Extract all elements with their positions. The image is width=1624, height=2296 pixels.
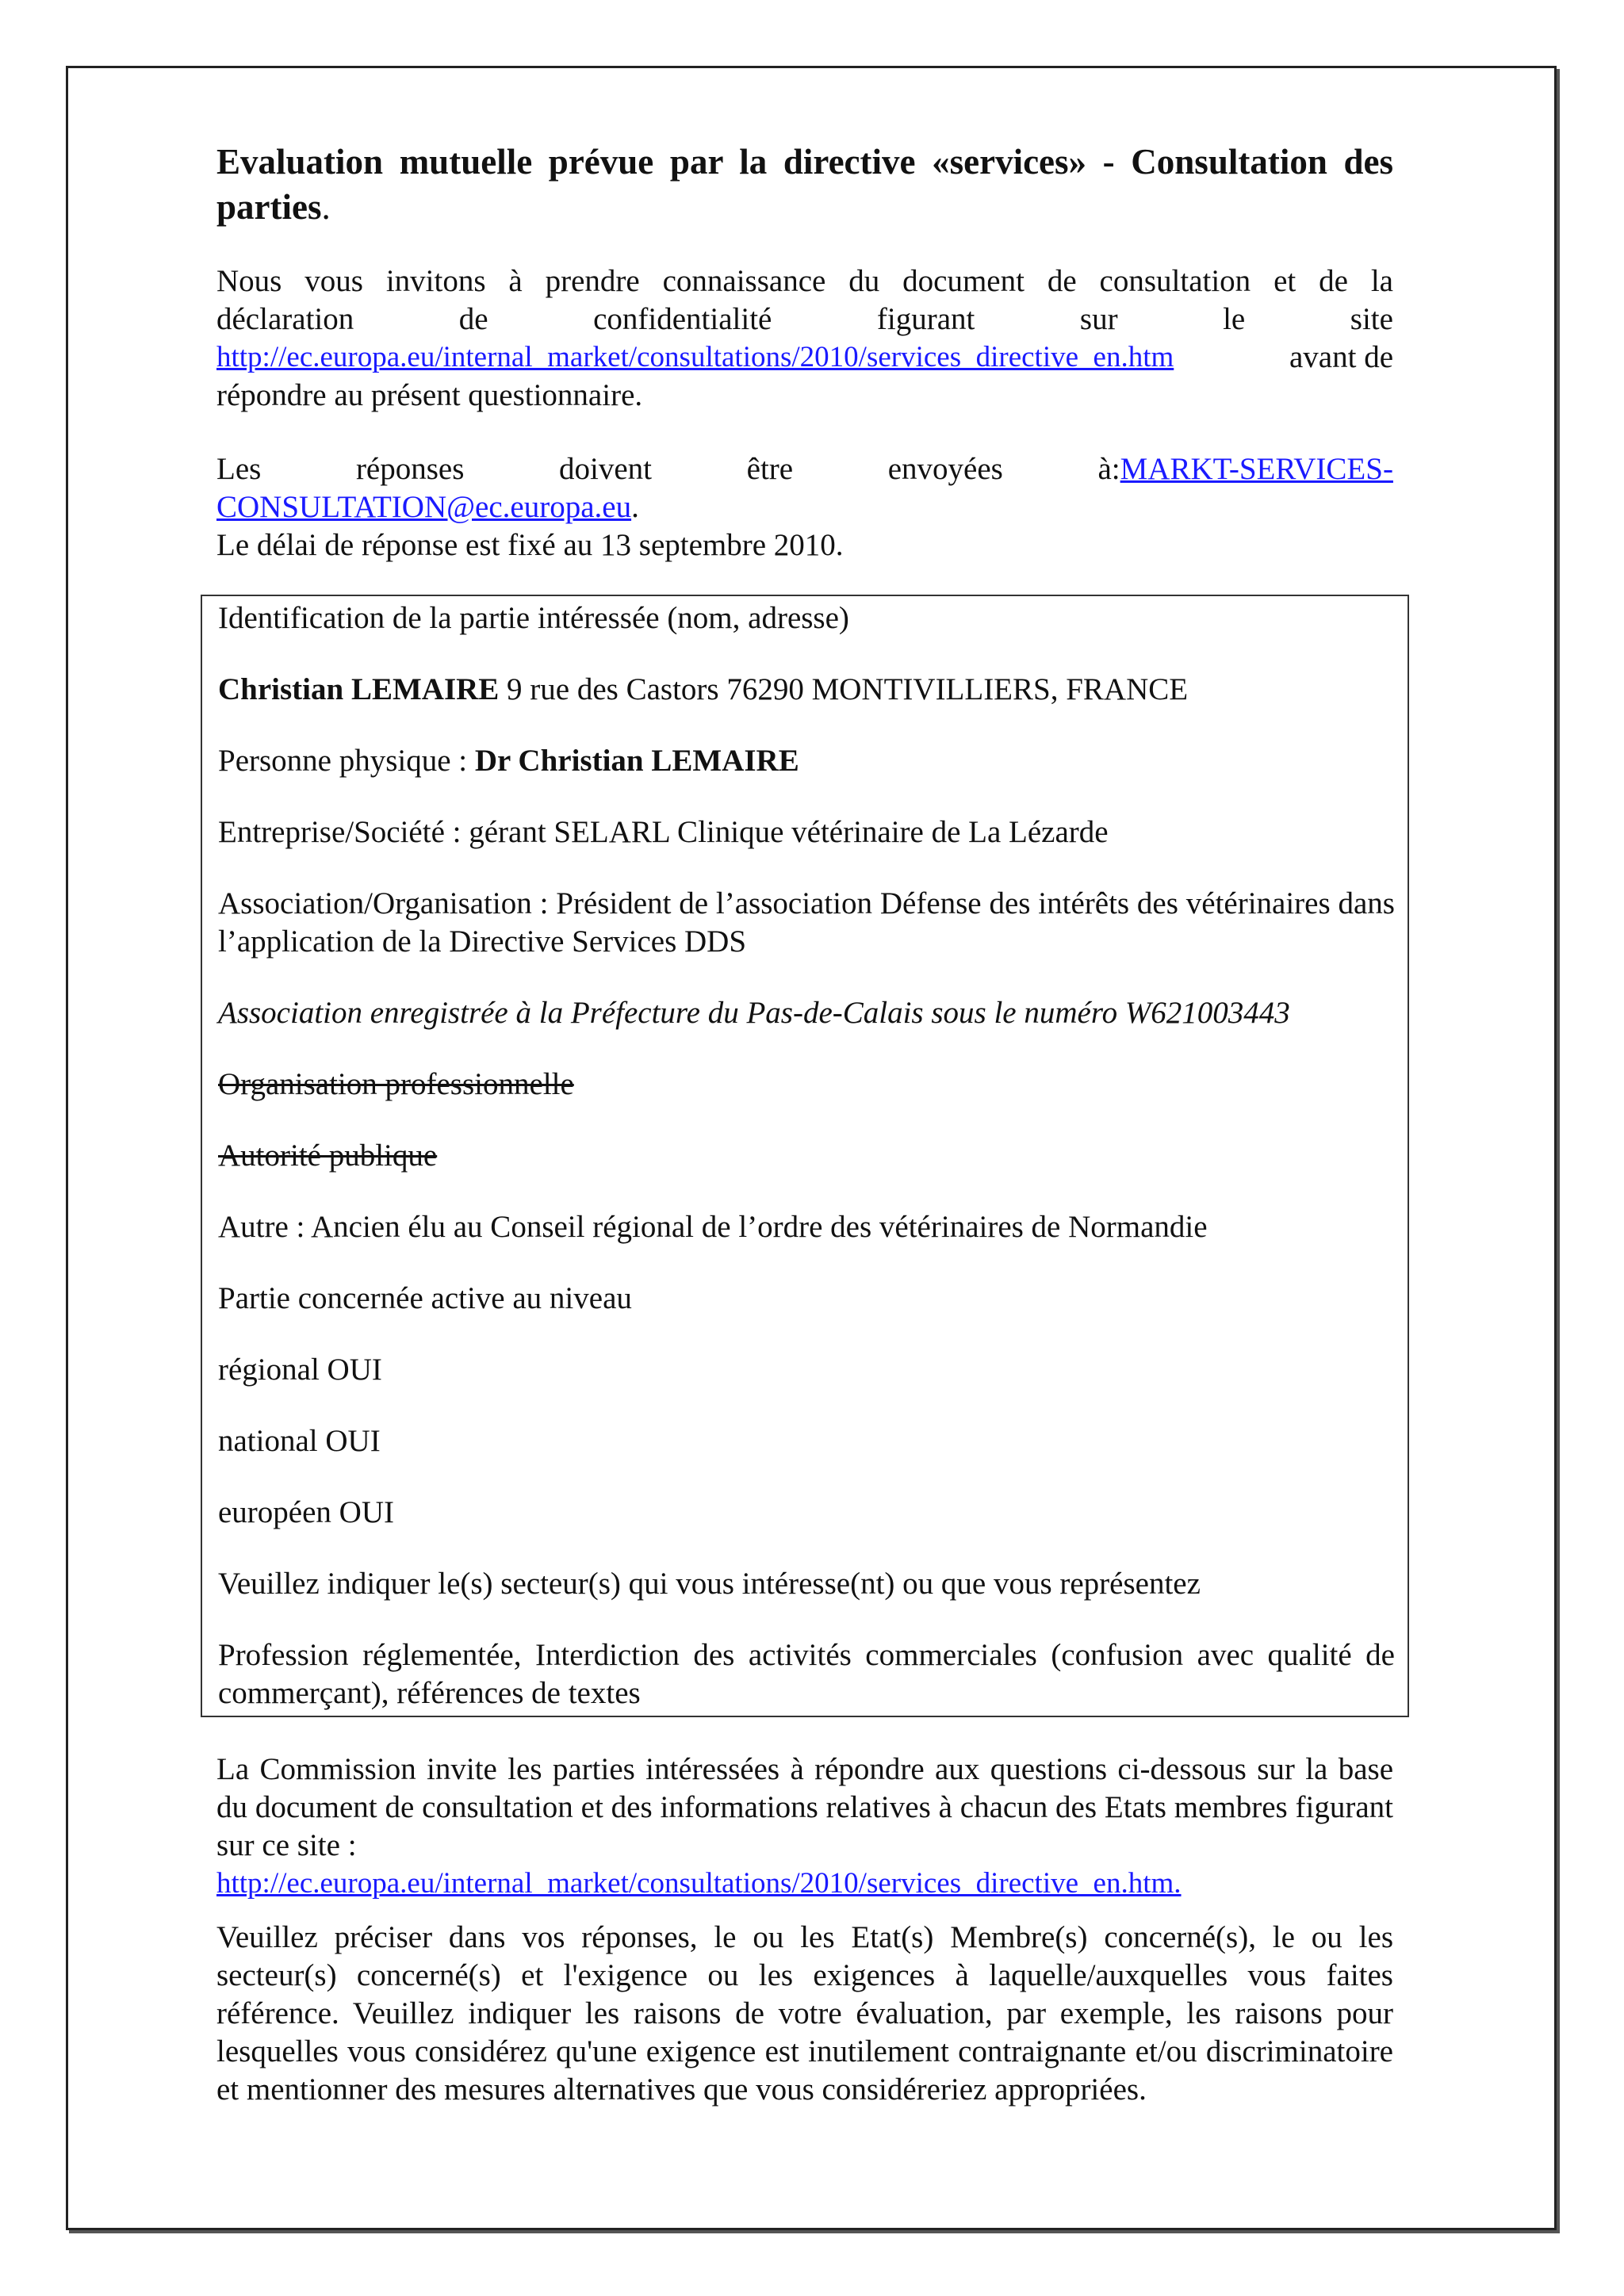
instructions-text: Veuillez préciser dans vos réponses, le ou les Etat(s) Membre(s) concerné(s), le ou les secteur(s) concerné(s) et l'exigence ou les exigences à laquelle/auxquelles vous faites référence. Veuillez indiquer les raisons de votre évaluation, par exemple, les raisons pour lesquelles vous considérez qu'une exigence est inutilement contraignante et/ou discriminatoire et mentionner des mesures alternatives que vous considéreriez appropriées. (216, 1920, 1393, 2107)
regional-line: régional OUI (218, 1353, 382, 1387)
email-prefix: à: (1097, 452, 1120, 486)
association-line: Association/Organisation : Président de l’association Défense des intérêts des vétérinaires dans l’application de la Directive Services DDS (218, 886, 1395, 959)
commission-paragraph (216, 1751, 1393, 1903)
active-level-line: Partie concernée active au niveau (218, 1281, 632, 1315)
instructions-paragraph (216, 1919, 1393, 2109)
sectors-answer-line: Profession réglementée, Interdiction des activités commerciales (confusion avec qualité de commerçant), références de textes (218, 1638, 1395, 1710)
other-line: Autre : Ancien élu au Conseil régional de l’ordre des vétérinaires de Normandie (218, 1210, 1208, 1244)
european-line: européen OUI (218, 1495, 394, 1529)
identification-heading: Identification de la partie intéressée (nom, adresse) (218, 601, 849, 635)
word: être (746, 452, 794, 486)
registration-line: Association enregistrée à la Préfecture du Pas-de-Calais sous le numéro W621003443 (218, 996, 1290, 1030)
word: doivent (559, 452, 653, 486)
responses-line-2 (216, 488, 1393, 526)
deadline-text: Le délai de réponse est fixé au 13 septembre 2010. (216, 528, 844, 562)
commission-link[interactable]: http://ec.europa.eu/internal_market/consultations/2010/services_directive_en.htm. (216, 1867, 1182, 1900)
identification-box (201, 595, 1409, 1717)
intro-line-4: répondre au présent questionnaire. (216, 378, 643, 412)
email-end: . (631, 490, 639, 524)
word: sur (1079, 302, 1118, 336)
word: Les (216, 452, 262, 486)
person-label: Personne physique : (218, 744, 475, 778)
intro-after-link: avant de (1289, 340, 1393, 374)
person-value: Dr Christian LEMAIRE (474, 744, 799, 778)
intro-paragraph (216, 262, 1393, 415)
person-line (218, 742, 1395, 780)
identification-name: Christian LEMAIRE (218, 672, 500, 706)
responses-paragraph (216, 450, 1393, 564)
document-body (216, 140, 1393, 230)
email-link-part1[interactable]: MARKT-SERVICES- (1120, 452, 1393, 486)
intro-line-1: Nous vous invitons à prendre connaissance du document de consultation et de la (216, 264, 1393, 298)
word: réponses (355, 452, 465, 486)
commission-text: La Commission invite les parties intéressées à répondre aux questions ci-dessous sur la base du document de consultation et des informations relatives à chacun des Etats membres figurant sur ce site : (216, 1752, 1393, 1862)
word: confidentialité (593, 302, 772, 336)
professional-org-line: Organisation professionnelle (218, 1067, 574, 1101)
consultation-link[interactable]: http://ec.europa.eu/internal_market/consultations/2010/services_directive_en.htm (216, 341, 1174, 373)
identification-address: 9 rue des Castors 76290 MONTIVILLIERS, FRANCE (499, 672, 1189, 706)
word: le (1223, 302, 1246, 336)
identification-name-line (218, 671, 1395, 709)
word: envoyées (887, 452, 1003, 486)
word: figurant (876, 302, 975, 336)
intro-line-2 (216, 300, 1393, 339)
email-link-part2[interactable]: CONSULTATION@ec.europa.eu (216, 490, 632, 524)
word: déclaration (216, 302, 354, 336)
word: site (1350, 302, 1393, 336)
intro-line-3 (216, 339, 1393, 377)
responses-line-1 (216, 450, 1393, 488)
document-title: Evaluation mutuelle prévue par la directive «services» - Consultation des parties. (216, 142, 1393, 227)
public-authority-line: Autorité publique (218, 1138, 438, 1173)
email-prefix-group (1097, 450, 1392, 488)
company-line: Entreprise/Société : gérant SELARL Clinique vétérinaire de La Lézarde (218, 815, 1109, 849)
commission-link-line (216, 1865, 1393, 1903)
sectors-prompt-line: Veuillez indiquer le(s) secteur(s) qui vous intéresse(nt) ou que vous représentez (218, 1567, 1201, 1601)
word: de (458, 302, 488, 336)
national-line: national OUI (218, 1424, 381, 1458)
